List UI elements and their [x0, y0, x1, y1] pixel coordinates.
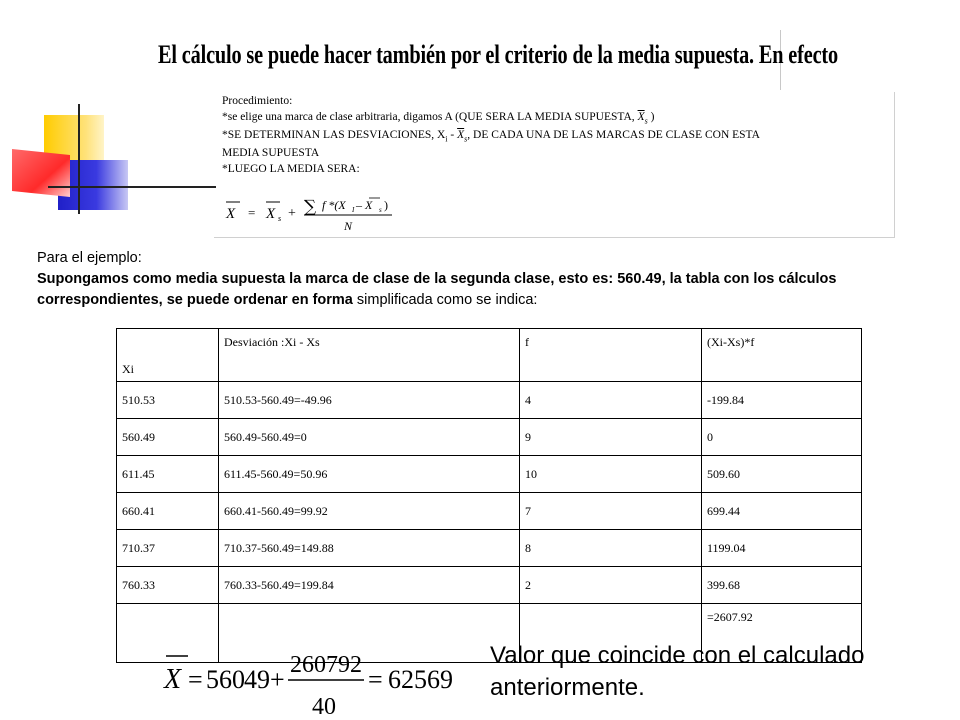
- formula-numer: f *(X: [322, 198, 346, 212]
- decor-horizontal-line: [48, 186, 216, 188]
- cell-desviacion: 760.33-560.49=199.84: [219, 567, 520, 604]
- cell-product: 509.60: [702, 456, 862, 493]
- cell-desviacion: 710.37-560.49=149.88: [219, 530, 520, 567]
- final-eq-2: =: [368, 665, 383, 694]
- cell-product: -199.84: [702, 382, 862, 419]
- final-base-2: 49: [244, 665, 270, 694]
- cell-desviacion: 660.41-560.49=99.92: [219, 493, 520, 530]
- formula-plus: +: [288, 206, 296, 221]
- header-product: (Xi-Xs)*f: [702, 329, 862, 382]
- cell-product: 399.68: [702, 567, 862, 604]
- intro-paragraph: [37, 248, 942, 311]
- cell-f: 2: [520, 567, 702, 604]
- procedure-step-2-symbol: $\overline{X}$: [457, 129, 465, 141]
- procedure-heading: Procedimiento:: [222, 95, 293, 107]
- table-row: [117, 419, 862, 456]
- intro-normal: simplificada como se indica:: [352, 292, 538, 308]
- formula-lhs: X: [226, 206, 236, 222]
- formula-numer-mid: – X: [356, 198, 373, 212]
- formula-numer-s: s: [379, 206, 382, 214]
- intro-line-1: Para el ejemplo:: [37, 250, 142, 266]
- final-base: 560: [206, 665, 245, 694]
- final-plus: +: [270, 665, 285, 694]
- result-line-2: anteriormente.: [490, 674, 645, 701]
- cell-xi: 560.49: [117, 419, 219, 456]
- formula-numer-i: I: [352, 206, 355, 214]
- procedure-step-1-symbol: $\overline{X}$: [637, 111, 645, 123]
- decor-vertical-line: [78, 104, 80, 214]
- formula-sum: ∑: [304, 197, 317, 217]
- cell-total: =2607.92: [702, 604, 862, 663]
- final-eq-1: =: [188, 665, 203, 694]
- final-formula: [160, 648, 460, 720]
- data-table: [116, 328, 862, 663]
- table-header-row: [117, 329, 862, 382]
- formula-numer-end: ): [384, 198, 388, 212]
- page-title: [158, 30, 839, 90]
- intro-line-2: [37, 269, 942, 311]
- procedure-step-4: *LUEGO LA MEDIA SERA:: [222, 163, 360, 175]
- cell-xi: 660.41: [117, 493, 219, 530]
- table-row: [117, 567, 862, 604]
- formula-denom: N: [344, 219, 353, 233]
- procedure-box: [214, 92, 895, 238]
- cell-xi: 510.53: [117, 382, 219, 419]
- cell-xi: 710.37: [117, 530, 219, 567]
- result-line-1: Valor que coincide con el calculado: [490, 642, 865, 669]
- procedure-step-2-sub: i: [445, 134, 448, 144]
- cell-f: 7: [520, 493, 702, 530]
- procedure-step-2-symbol-sub: s: [464, 134, 468, 144]
- cell-desviacion: 560.49-560.49=0: [219, 419, 520, 456]
- page-title-text: El cálculo se puede hacer también por el criterio de la media supuesta. En efecto: [158, 40, 839, 69]
- final-lhs: X: [164, 664, 182, 695]
- decor-red-square: [12, 149, 70, 197]
- cell-xi: 611.45: [117, 456, 219, 493]
- intro-bold: Supongamos como media supuesta la marca de clase de la segunda clase, esto es: 560.49, la tabla con los cálculos correspondientes, se puede ordenar en forma: [37, 271, 837, 308]
- table-row: [117, 530, 862, 567]
- table-row: [117, 456, 862, 493]
- procedure-step-2-minus: -: [447, 129, 458, 141]
- header-f: f: [520, 329, 702, 382]
- header-desviacion: Desviación :Xi - Xs: [219, 329, 520, 382]
- cell-product: 0: [702, 419, 862, 456]
- formula-xs-sub: s: [278, 214, 282, 223]
- cell-f: 4: [520, 382, 702, 419]
- final-denom: 40: [312, 694, 336, 720]
- procedure-formula: [222, 190, 462, 234]
- formula-eq: =: [248, 205, 256, 220]
- procedure-step-1-sub: s: [644, 116, 648, 126]
- cell-f: 9: [520, 419, 702, 456]
- result-text: [490, 640, 864, 704]
- final-numer: 260792: [290, 652, 362, 678]
- procedure-step-1-text: *se elige una marca de clase arbitraria, digamos A (QUE SERA LA MEDIA SUPUESTA,: [222, 111, 635, 123]
- cell-product: 1199.04: [702, 530, 862, 567]
- cell-f: 8: [520, 530, 702, 567]
- procedure-step-2-text: *SE DETERMINAN LAS DESVIACIONES, X: [222, 129, 446, 141]
- procedure-step-1-end: ): [650, 111, 655, 123]
- cell-product: 699.44: [702, 493, 862, 530]
- table-row: [117, 493, 862, 530]
- final-result: 62569: [388, 665, 453, 694]
- procedure-step-1: [222, 110, 654, 129]
- table-row: [117, 382, 862, 419]
- procedure-step-2: [222, 128, 760, 147]
- cell-desviacion: 611.45-560.49=50.96: [219, 456, 520, 493]
- cell-f: 10: [520, 456, 702, 493]
- cell-desviacion: 510.53-560.49=-49.96: [219, 382, 520, 419]
- formula-xs: X: [266, 206, 276, 222]
- procedure-step-2-end: , DE CADA UNA DE LAS MARCAS DE CLASE CON ESTA: [467, 129, 760, 141]
- cell-xi: 760.33: [117, 567, 219, 604]
- procedure-step-3: MEDIA SUPUESTA: [222, 147, 320, 159]
- header-xi: Xi: [117, 329, 219, 382]
